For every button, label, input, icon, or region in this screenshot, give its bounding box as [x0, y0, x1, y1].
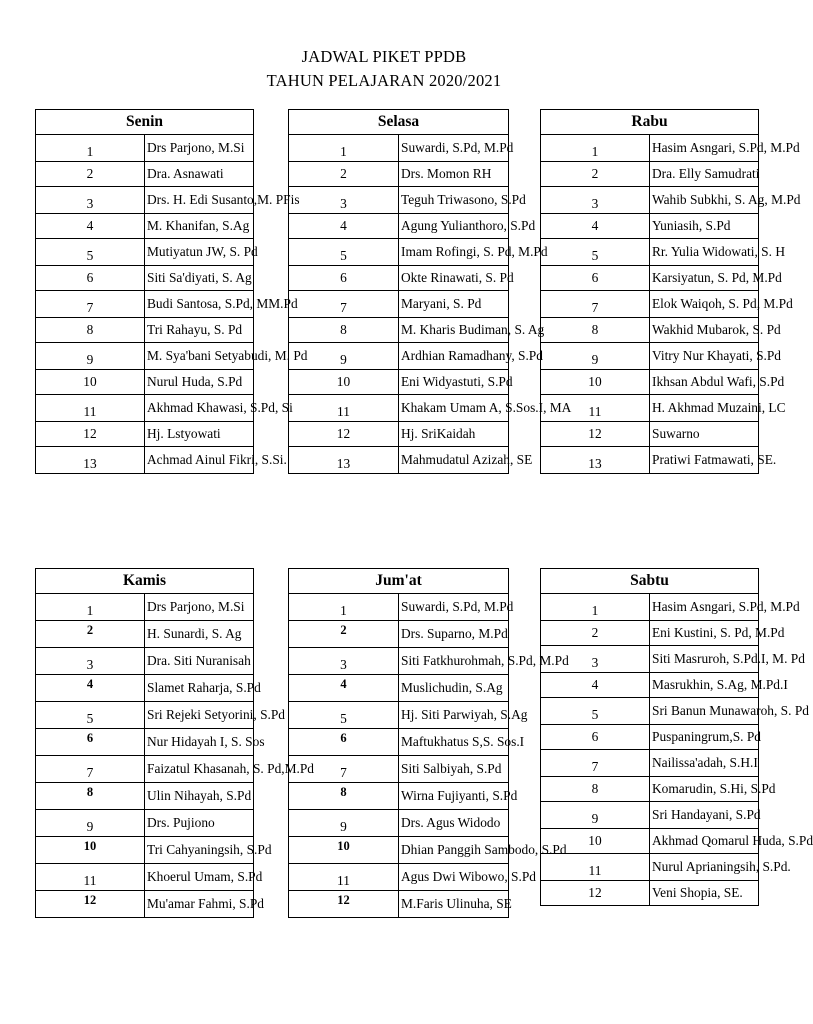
table-row: [541, 187, 759, 214]
table-row: [36, 161, 254, 187]
table-row: [289, 890, 509, 918]
staff-name: Budi Santosa, S.Pd, MM.Pd: [145, 291, 254, 318]
row-number: 1: [36, 594, 145, 621]
table-row: [541, 135, 759, 162]
staff-name: Akhmad Khawasi, S.Pd, Si: [145, 395, 254, 422]
staff-name: Eni Widyastuti, S.Pd: [399, 369, 509, 395]
table-row: [541, 802, 759, 829]
row-number: 6: [36, 265, 145, 291]
staff-name: M. Sya'bani Setyabudi, M. Pd: [145, 343, 254, 370]
staff-name: Suwardi, S.Pd, M.Pd: [399, 135, 509, 162]
row-number: 12: [289, 890, 399, 918]
table-row: [289, 674, 509, 702]
staff-name: Siti Salbiyah, S.Pd: [399, 756, 509, 783]
table-row: [36, 369, 254, 395]
row-number: 4: [36, 674, 145, 702]
row-number: 9: [289, 810, 399, 837]
staff-name: Veni Shopia, SE.: [650, 880, 759, 906]
staff-name: Teguh Triwasono, S.Pd: [399, 187, 509, 214]
table-row: [541, 776, 759, 802]
table-row: [289, 187, 509, 214]
table-row: [289, 369, 509, 395]
table-row: [541, 724, 759, 750]
staff-name: Eni Kustini, S. Pd, M.Pd: [650, 620, 759, 646]
table-row: [36, 343, 254, 370]
row-number: 5: [289, 239, 399, 266]
schedule-table: [540, 109, 801, 474]
row-number: 10: [289, 836, 399, 864]
staff-name: Dra. Elly Samudrati: [650, 161, 759, 187]
table-row: [541, 161, 759, 187]
row-number: 7: [36, 291, 145, 318]
row-number: 13: [36, 447, 145, 474]
day-header: Senin: [36, 110, 254, 135]
row-number: 11: [36, 395, 145, 422]
row-number: 8: [36, 317, 145, 343]
table-row: [36, 756, 254, 783]
row-number: 8: [541, 776, 650, 802]
staff-name: Puspaningrum,S. Pd: [650, 724, 759, 750]
table-row: [541, 421, 759, 447]
schedule-table: [288, 568, 569, 918]
row-number: 5: [289, 702, 399, 729]
row-number: 9: [289, 343, 399, 370]
table-row: [541, 880, 759, 906]
row-number: 3: [36, 187, 145, 214]
table-row: [289, 620, 509, 648]
row-number: 12: [36, 890, 145, 918]
row-number: 2: [36, 620, 145, 648]
row-number: 12: [541, 880, 650, 906]
row-number: 9: [541, 802, 650, 829]
staff-name: Drs. Momon RH: [399, 161, 509, 187]
row-number: 10: [541, 828, 650, 854]
day-header: Kamis: [36, 569, 254, 594]
day-header: Sabtu: [541, 569, 759, 594]
schedule-table: [35, 568, 315, 918]
row-number: 6: [541, 724, 650, 750]
table-row: [36, 648, 254, 675]
table-row: [541, 369, 759, 395]
table-row: [36, 135, 254, 162]
staff-name: Imam Rofingi, S. Pd, M.Pd: [399, 239, 509, 266]
schedule-table: [35, 109, 308, 474]
staff-name: Akhmad Qomarul Huda, S.Pd: [650, 828, 759, 854]
staff-name: Sri Rejeki Setyorini, S.Pd: [145, 702, 254, 729]
table-row: [541, 594, 759, 621]
table-row: [36, 810, 254, 837]
row-number: 8: [541, 317, 650, 343]
staff-name: Siti Masruroh, S.Pd.I, M. Pd: [650, 646, 759, 673]
table-row: [36, 702, 254, 729]
staff-name: Dra. Asnawati: [145, 161, 254, 187]
staff-name: Ikhsan Abdul Wafi, S.Pd: [650, 369, 759, 395]
row-number: 13: [541, 447, 650, 474]
table-row: [541, 265, 759, 291]
row-number: 11: [289, 395, 399, 422]
row-number: 7: [541, 291, 650, 318]
row-number: 3: [289, 648, 399, 675]
staff-name: Yuniasih, S.Pd: [650, 213, 759, 239]
row-number: 10: [289, 369, 399, 395]
staff-name: M. Kharis Budiman, S. Ag: [399, 317, 509, 343]
staff-name: Muslichudin, S.Ag: [399, 674, 509, 702]
day-header: Jum'at: [289, 569, 509, 594]
row-number: 11: [541, 395, 650, 422]
table-row: [289, 447, 509, 474]
row-number: 12: [541, 421, 650, 447]
table-row: [541, 317, 759, 343]
staff-name: Drs. Agus Widodo: [399, 810, 509, 837]
staff-name: Rr. Yulia Widowati, S. H: [650, 239, 759, 266]
row-number: 2: [36, 161, 145, 187]
staff-name: Achmad Ainul Fikri, S.Si.: [145, 447, 254, 474]
staff-name: Nurul Aprianingsih, S.Pd.: [650, 854, 759, 881]
staff-name: Nur Hidayah I, S. Sos: [145, 728, 254, 756]
row-number: 11: [289, 864, 399, 891]
table-row: [541, 646, 759, 673]
table-row: [289, 810, 509, 837]
row-number: 9: [541, 343, 650, 370]
table-row: [36, 836, 254, 864]
row-number: 2: [541, 161, 650, 187]
table-row: [36, 291, 254, 318]
row-number: 6: [541, 265, 650, 291]
row-number: 5: [541, 239, 650, 266]
document-title: JADWAL PIKET PPDB: [301, 47, 467, 66]
row-number: 3: [541, 187, 650, 214]
row-number: 5: [541, 698, 650, 725]
table-row: [541, 291, 759, 318]
staff-name: Suwardi, S.Pd, M.Pd: [399, 594, 509, 621]
table-row: [289, 265, 509, 291]
table-row: [289, 395, 509, 422]
table-row: [36, 594, 254, 621]
staff-name: Agung Yulianthoro, S.Pd: [399, 213, 509, 239]
staff-name: Nailissa'adah, S.H.I: [650, 750, 759, 777]
table-row: [541, 750, 759, 777]
row-number: 8: [289, 782, 399, 810]
row-number: 13: [289, 447, 399, 474]
table-row: [289, 239, 509, 266]
day-header: Rabu: [541, 110, 759, 135]
staff-name: Maryani, S. Pd: [399, 291, 509, 318]
table-row: [541, 620, 759, 646]
row-number: 6: [289, 728, 399, 756]
row-number: 7: [541, 750, 650, 777]
row-number: 6: [289, 265, 399, 291]
day-header: Selasa: [289, 110, 509, 135]
row-number: 11: [36, 864, 145, 891]
row-number: 11: [541, 854, 650, 881]
staff-name: Ulin Nihayah, S.Pd: [145, 782, 254, 810]
row-number: 10: [36, 836, 145, 864]
row-number: 6: [36, 728, 145, 756]
staff-name: Mu'amar Fahmi, S.Pd: [145, 890, 254, 918]
staff-name: Wirna Fujiyanti, S.Pd: [399, 782, 509, 810]
table-row: [541, 343, 759, 370]
row-number: 5: [36, 702, 145, 729]
row-number: 4: [289, 674, 399, 702]
staff-name: Mutiyatun JW, S. Pd: [145, 239, 254, 266]
table-row: [289, 421, 509, 447]
staff-name: Drs Parjono, M.Si: [145, 594, 254, 621]
table-row: [289, 648, 509, 675]
staff-name: Elok Waiqoh, S. Pd, M.Pd: [650, 291, 759, 318]
table-row: [36, 239, 254, 266]
staff-name: Suwarno: [650, 421, 759, 447]
row-number: 3: [36, 648, 145, 675]
row-number: 4: [541, 672, 650, 698]
staff-name: Siti Fatkhurohmah, S.Pd, M.Pd: [399, 648, 509, 675]
schedule-table: [288, 109, 572, 474]
document-subtitle: TAHUN PELAJARAN 2020/2021: [266, 71, 502, 90]
staff-name: Siti Sa'diyati, S. Ag: [145, 265, 254, 291]
row-number: 4: [289, 213, 399, 239]
table-row: [289, 317, 509, 343]
staff-name: Slamet Raharja, S.Pd: [145, 674, 254, 702]
table-row: [36, 395, 254, 422]
staff-name: Drs. H. Edi Susanto,M. PFis: [145, 187, 254, 214]
table-row: [289, 864, 509, 891]
staff-name: Dra. Siti Nuranisah: [145, 648, 254, 675]
staff-name: Drs Parjono, M.Si: [145, 135, 254, 162]
staff-name: Sri Banun Munawaroh, S. Pd: [650, 698, 759, 725]
staff-name: Tri Cahyaningsih, S.Pd: [145, 836, 254, 864]
row-number: 8: [36, 782, 145, 810]
table-row: [289, 702, 509, 729]
row-number: 1: [289, 594, 399, 621]
staff-name: Tri Rahayu, S. Pd: [145, 317, 254, 343]
table-row: [36, 674, 254, 702]
table-row: [289, 291, 509, 318]
staff-name: M.Faris Ulinuha, SE: [399, 890, 509, 918]
staff-name: H. Akhmad Muzaini, LC: [650, 395, 759, 422]
staff-name: Wahib Subkhi, S. Ag, M.Pd: [650, 187, 759, 214]
row-number: 8: [289, 317, 399, 343]
staff-name: Maftukhatus S,S. Sos.I: [399, 728, 509, 756]
table-row: [541, 672, 759, 698]
staff-name: Vitry Nur Khayati, S.Pd: [650, 343, 759, 370]
table-row: [289, 135, 509, 162]
row-number: 1: [36, 135, 145, 162]
table-row: [36, 890, 254, 918]
table-row: [541, 854, 759, 881]
staff-name: Pratiwi Fatmawati, SE.: [650, 447, 759, 474]
row-number: 4: [36, 213, 145, 239]
row-number: 2: [289, 620, 399, 648]
row-number: 1: [541, 135, 650, 162]
row-number: 10: [36, 369, 145, 395]
staff-name: Agus Dwi Wibowo, S.Pd: [399, 864, 509, 891]
table-row: [289, 161, 509, 187]
staff-name: Faizatul Khasanah, S. Pd,M.Pd: [145, 756, 254, 783]
row-number: 7: [289, 756, 399, 783]
schedule-table: [540, 568, 813, 906]
table-row: [541, 213, 759, 239]
table-row: [289, 756, 509, 783]
staff-name: Dhian Panggih Sambodo, S.Pd: [399, 836, 509, 864]
row-number: 4: [541, 213, 650, 239]
row-number: 9: [36, 343, 145, 370]
row-number: 5: [36, 239, 145, 266]
table-row: [541, 395, 759, 422]
staff-name: Hasim Asngari, S.Pd, M.Pd: [650, 135, 759, 162]
row-number: 2: [289, 161, 399, 187]
table-row: [289, 213, 509, 239]
staff-name: Ardhian Ramadhany, S.Pd: [399, 343, 509, 370]
row-number: 1: [289, 135, 399, 162]
row-number: 2: [541, 620, 650, 646]
table-row: [36, 265, 254, 291]
table-row: [36, 620, 254, 648]
row-number: 7: [36, 756, 145, 783]
staff-name: M. Khanifan, S.Ag: [145, 213, 254, 239]
row-number: 12: [289, 421, 399, 447]
row-number: 10: [541, 369, 650, 395]
staff-name: Hj. Siti Parwiyah, S.Ag: [399, 702, 509, 729]
staff-name: Komarudin, S.Hi, S.Pd: [650, 776, 759, 802]
staff-name: Okte Rinawati, S. Pd: [399, 265, 509, 291]
staff-name: Hj. SriKaidah: [399, 421, 509, 447]
table-row: [36, 421, 254, 447]
table-row: [289, 782, 509, 810]
table-row: [36, 317, 254, 343]
staff-name: Drs. Pujiono: [145, 810, 254, 837]
row-number: 12: [36, 421, 145, 447]
table-row: [289, 728, 509, 756]
staff-name: Khoerul Umam, S.Pd: [145, 864, 254, 891]
table-row: [541, 447, 759, 474]
table-row: [36, 187, 254, 214]
staff-name: Hasim Asngari, S.Pd, M.Pd: [650, 594, 759, 621]
staff-name: Wakhid Mubarok, S. Pd: [650, 317, 759, 343]
staff-name: Khakam Umam A, S.Sos.I, MA: [399, 395, 509, 422]
staff-name: Mahmudatul Azizah, SE: [399, 447, 509, 474]
row-number: 3: [289, 187, 399, 214]
table-row: [541, 239, 759, 266]
staff-name: Sri Handayani, S.Pd: [650, 802, 759, 829]
row-number: 9: [36, 810, 145, 837]
table-row: [289, 836, 509, 864]
staff-name: Hj. Lstyowati: [145, 421, 254, 447]
staff-name: Masrukhin, S.Ag, M.Pd.I: [650, 672, 759, 698]
table-row: [541, 698, 759, 725]
table-row: [36, 728, 254, 756]
staff-name: Drs. Suparno, M.Pd: [399, 620, 509, 648]
table-row: [36, 447, 254, 474]
staff-name: H. Sunardi, S. Ag: [145, 620, 254, 648]
staff-name: Nurul Huda, S.Pd: [145, 369, 254, 395]
table-row: [289, 594, 509, 621]
table-row: [541, 828, 759, 854]
row-number: 1: [541, 594, 650, 621]
row-number: 7: [289, 291, 399, 318]
staff-name: Karsiyatun, S. Pd, M.Pd: [650, 265, 759, 291]
table-row: [36, 782, 254, 810]
table-row: [289, 343, 509, 370]
table-row: [36, 864, 254, 891]
table-row: [36, 213, 254, 239]
row-number: 3: [541, 646, 650, 673]
